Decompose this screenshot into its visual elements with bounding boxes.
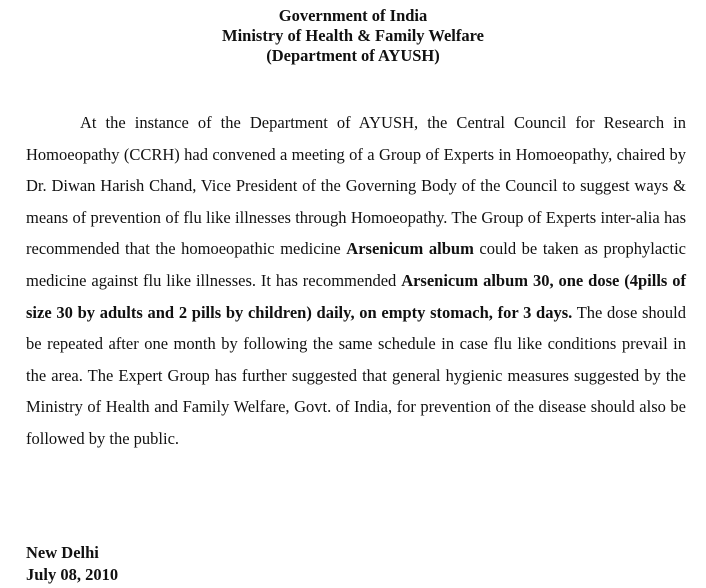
footer-place: New Delhi [26,543,99,562]
header-ministry: Ministry of Health & Family Welfare [222,26,484,45]
medicine-name: Arsenicum album [346,239,474,259]
header-government: Government of India [278,6,428,25]
body-text-part-2: could be taken as prophylactic medicine against flu like illnesses. It has recommended [26,239,686,290]
document-header [0,6,706,66]
footer-date: July 08, 2010 [26,565,119,584]
dosage-recommendation: Arsenicum album 30, one dose (4pills of size 30 by adults and 2 pills by children) daily, on empty stomach, for 3 days. [26,270,686,322]
body-paragraph [26,107,686,455]
body-text-part-3: The dose should be repeated after one month by following the same schedule in case flu like conditions prevail in the area. The Expert Group has further suggested that general hygienic measures suggested by the Ministry of Health and Family Welfare, Govt. of India, for prevention of the disease should also be followed by the public. [26,302,687,448]
header-department: (Department of AYUSH) [266,46,440,65]
body-text-part-1: At the instance of the Department of AYUSH, the Central Council for Research in Homoeopathy (CCRH) had convened a meeting of a Group of Experts in Homoeopathy, chaired by Dr. Diwan Harish Chand, Vice President of the Governing Body of the Council to suggest ways & means of prevention of flu like illnesses through Homoeopathy. The Group of Experts inter-alia has recommended that the homoeopathic medicine [26,113,686,259]
document-footer [26,542,118,586]
